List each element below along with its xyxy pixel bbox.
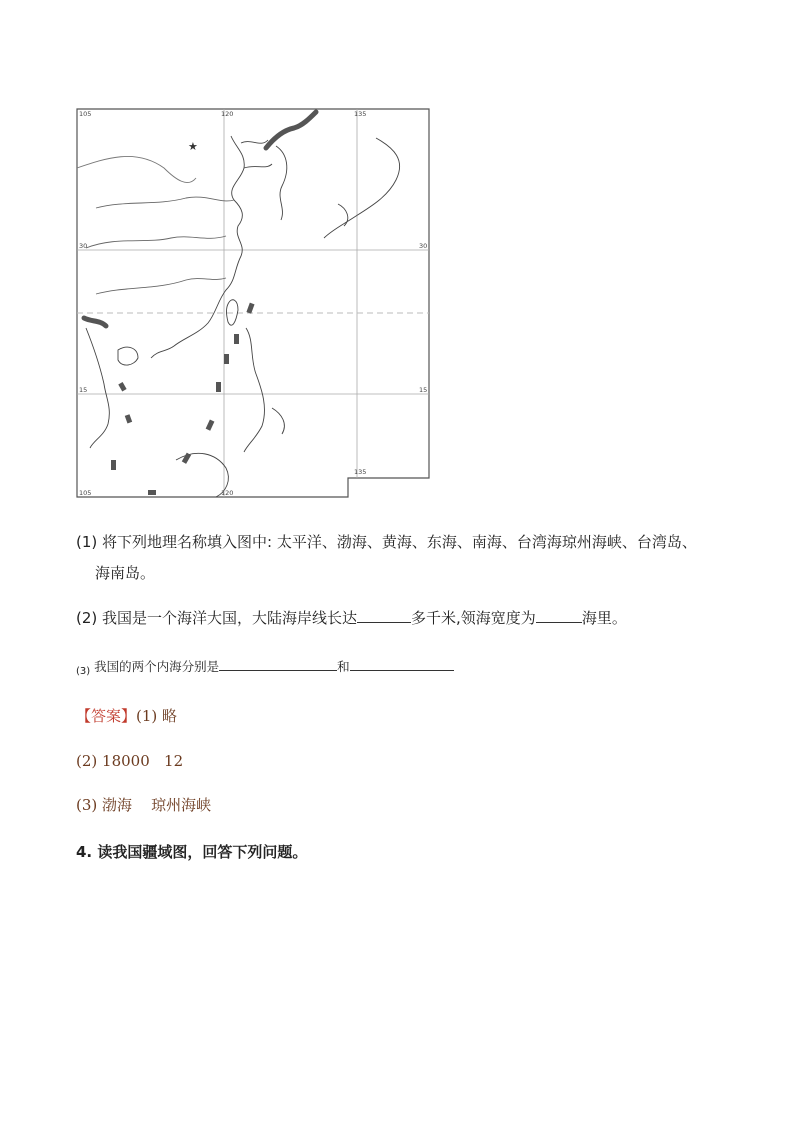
question-2 — [76, 608, 627, 628]
lon-label-105-top: 105 — [79, 110, 92, 118]
lat-label-30-left: 30 — [79, 242, 88, 250]
answer-line-1 — [76, 706, 177, 726]
question-3-and: 和 — [337, 659, 350, 674]
inland-sea-1-blank[interactable] — [219, 656, 337, 671]
question-2-middle: 多千米,领海宽度为 — [411, 609, 536, 627]
question-2-suffix: 海里。 — [581, 609, 627, 627]
territorial-sea-width-blank[interactable] — [536, 608, 582, 623]
graticule — [77, 109, 429, 497]
answer-1-number: (1) — [136, 707, 158, 725]
lon-label-120-bottom: 120 — [221, 489, 234, 497]
coastline-length-blank[interactable] — [357, 608, 411, 623]
answer-3-text: 渤海 琼州海峡 — [102, 796, 212, 814]
answer-1-text: 略 — [162, 707, 178, 725]
lon-label-105-bottom: 105 — [79, 489, 92, 497]
maritime-boundary — [111, 303, 255, 495]
lon-label-135-top: 135 — [354, 110, 367, 118]
answer-line-3 — [76, 795, 211, 815]
question-3-text: 我国的两个内海分别是 — [94, 659, 220, 674]
lat-label-15-left: 15 — [79, 386, 88, 394]
answer-2-text: 18000 12 — [102, 752, 184, 770]
map-figure — [76, 108, 432, 498]
lat-label-30-right: 30 — [419, 242, 428, 250]
question-1-line-2: 海南岛。 — [95, 564, 156, 582]
capital-star-icon: ★ — [188, 140, 198, 153]
answer-line-2 — [76, 751, 183, 771]
coastlines — [77, 136, 400, 497]
lat-label-15-right: 15 — [419, 386, 428, 394]
question-2-prefix: (2) 我国是一个海洋大国，大陆海岸线长达 — [76, 609, 358, 627]
inland-sea-2-blank[interactable] — [350, 656, 454, 671]
map-frame — [77, 109, 429, 497]
answer-2-number: (2) — [76, 752, 98, 770]
lon-label-135-bottom: 135 — [354, 468, 367, 476]
answer-3-number: (3) — [76, 796, 98, 814]
question-3 — [76, 656, 454, 682]
lon-label-120-top: 120 — [221, 110, 234, 118]
question-4-title: 4. 读我国疆域图，回答下列问题。 — [76, 843, 308, 861]
answer-label: 【答案】 — [76, 707, 137, 725]
question-1-line-1: (1) 将下列地理名称填入图中: 太平洋、渤海、黄海、东海、南海、台湾海琼州海峡、台湾岛、 — [76, 533, 697, 551]
question-3-number: (3) — [76, 666, 91, 677]
